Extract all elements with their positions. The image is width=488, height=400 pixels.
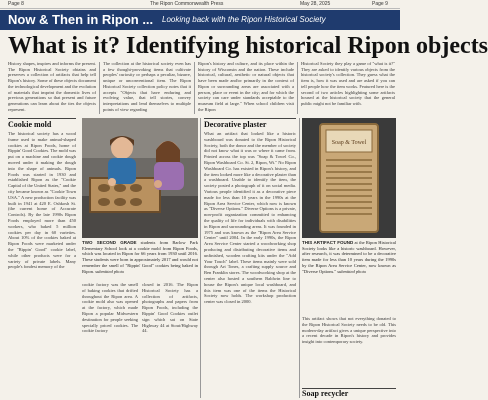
column-divider (194, 62, 195, 114)
headline: What is it? Identifying historical Ripon objects (8, 33, 488, 59)
cookie-mold-heading: Cookie mold (8, 120, 52, 129)
washboard-photo-caption (302, 240, 396, 274)
decorative-plaster-body: What an artifact that looked like a historic washboard was donated to the Ripon Historical Society, both the donor and the member of society did not know what it was or where it came from. Printed across the top was "Soap & Towel Co., Ripon Washboard Co. St. 2, Ripon, Wi." No Ripon Washboard Co. has existed in Ripon's history, and the item looked more like a decorative plaster than a washboard. Unable to identify the item, the society posted a photograph of it on social media. Various people identified it as a decorative piece made for less than 10 years in the 1990s at the Ripon Area Service Center, which now is known as "Diverse Options." Diverse Options is a private, non-profit organization committed to enhancing the quality of life for individuals with disabilities in Ripon and surrounding areas. It was founded in 1975 and was known as the "Ripon Area Service Center" until 2004. In the early 1990s, the Ripon Area Service Center started a woodworking shop producing and distributing decorative items and unfinished, wooden crafting kits under the "Add Your Touch" label. These items mainly were sold through Art Tones, a crafting supply source and Ben Franklin stores. The woodworking shop at the center also hosted a southern Baldwin line to house the Ripon's unique local washboard, and this item was one of the items the Historical Society now holds. The workshop production center was closed in 2000. (204, 131, 296, 305)
cookie-mold-continued-1: cookie factory was the smell of baking cookies that drifted throughout the Ripon area. A cookie mold also was opened at the factory, which made Ripon a popular Midwestern destination for people seeking specially priced cookies. The cookie factory (82, 282, 138, 334)
column-divider (297, 62, 298, 114)
caption-text: students from Barlow Park Elementary School look at a cookie mold from Ripon Foods, which was located in Ripon for 66 years from 1930 until 2016. These students were born in approximately 2017 and would not remember the smell of "Rippin' Good" cookies being baked in Ripon. (82, 240, 198, 274)
cookie-mold-photo (82, 118, 198, 238)
soap-recycler-heading: Soap recycler (302, 389, 349, 398)
publication-name: The Ripon Commonwealth Press (150, 1, 224, 7)
cookie-mold-photo-caption (82, 240, 198, 274)
page-number-right: Page 9 (372, 1, 388, 7)
caption-text: at the Ripon Historical Society looks like a historic washboard. However, after research, it was determined to be a decorative item made for less than 10 years during the 1990s by the Ripon Area Service Center, now known as "Diverse Options." (302, 240, 396, 274)
decorative-plaster-heading: Decorative plaster (204, 120, 267, 129)
caption-lead: TWO SECOND GRADE (82, 240, 137, 245)
photo-credit: submitted photo (337, 268, 367, 274)
issue-date: May 28, 2025 (300, 1, 331, 7)
column-divider (200, 118, 201, 398)
section-rule (8, 118, 76, 119)
intro-col-1: History shapes, inspires and informs the present. The Ripon Historical Society obtains and preserves a collection of artifacts that help tell Ripon's history. Some of these objects document the technological development and the evolution of materials that imprint the domestic lives of previous generations so that present and future generations can learn about the ties the objects represent. (8, 61, 96, 112)
intro-col-3: Ripon's history and culture, and its place within the history of Wisconsin and the nation. These include historical, cultural, aesthetic or natural objects that have been made and/or primarily in the context of Ripon or surrounding areas are associated with a person, place or event in the city; and for which the society can care under standards acceptable to the museum field at large." When school children visit the Ripon (198, 61, 294, 112)
photo-credit: submitted photo (95, 268, 125, 274)
cookie-mold-continued-2: closed in 2016. The Ripon Historical Society has a collection of artifacts, photographs and papers from Ripon Foods, including the Rippin' Good Cookies outlet sign which sat on State Highway 44 at Stout/Highway 44. (142, 282, 198, 334)
column-divider (299, 118, 300, 398)
cookie-mold-body: The historical society has a wood frame used to make animal-shaped cookies at Ripon Foods, home of Rippin' Good Cookies. The mold was put on a machine and cookie dough moved under it making the dough into the shape of animals. Ripon Foods was started in 1930 and established Ripon as the "Cookie Capital of the United States," and the city became known as "Cookie Town USA." A new production facility was built in 1941 at 420 E. Oshkosh St. (the current home of Accurate Controls). By the late 1990s Ripon Foods employed more than 450 workers, who baked 5 million cookies per day in 60 varieties. About 10% of the cookies baked at Ripon Foods were marketed under the "Rippin' Good" cookie label, while other products were for a variety of private labels. Many people's fondest memory of the (8, 131, 76, 270)
washboard-label: Soap & Towel (331, 140, 367, 146)
page-header (0, 0, 400, 9)
column-divider (99, 62, 100, 114)
intro-col-2: The collection at the historical society even has a few thought-provoking items that cultivate peoples' curiosity or perhaps a peculiar, bizarre, unique or unconventional item. The Ripon Historical Society collection policy notes that it accepts "Objects that have enduring and evolving value, that tell stories, convey interpretations and lend themselves to multiple points of view regarding (103, 61, 191, 112)
page-number-left: Page 8 (8, 1, 24, 7)
intro-col-4: Historical Society they play a game of "what is it?" They are asked to identify various objects from the historical society's collection. They guess what the item is, how it was used and are asked if you can tell people how the item works. Featured here is the second of two articles highlighting some artifacts housed at the historical society that the general public might not be familiar with. (301, 61, 395, 106)
banner-subtitle: Looking back with the Ripon Historical Society (162, 15, 326, 24)
section-rule (204, 118, 296, 119)
washboard-photo (302, 118, 396, 238)
section-banner (0, 10, 400, 30)
banner-title: Now & Then in Ripon ... (8, 12, 154, 27)
decorative-plaster-continued: This artifact shows that not everything donated to the Ripon Historical Society needs to be old. This modern-day artifact gives a unique perspective into a recent decade in Ripon's history and provides insight into contemporary society. (302, 316, 396, 345)
caption-lead: THIS ARTIFACT FOUND (302, 240, 354, 245)
